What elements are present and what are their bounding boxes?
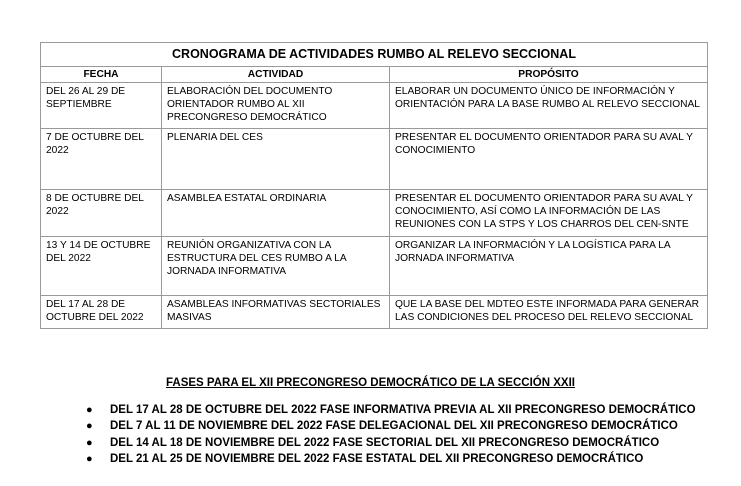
phase-text: DEL 7 AL 11 DE NOVIEMBRE DEL 2022 FASE DELEGACIONAL DEL XII PRECONGRESO DEMOCRÁTICO bbox=[110, 420, 678, 433]
list-item bbox=[86, 402, 696, 418]
table-row bbox=[41, 83, 708, 129]
cell-proposito: QUE LA BASE DEL MDTEO ESTE INFORMADA PARA GENERAR LAS CONDICIONES DEL PROCESO DEL RELEVO SECCIONAL bbox=[390, 296, 708, 329]
table-row bbox=[41, 237, 708, 296]
list-item bbox=[86, 435, 696, 451]
cell-fecha: DEL 26 AL 29 DE SEPTIEMBRE bbox=[41, 83, 162, 129]
cell-actividad: PLENARIA DEL CES bbox=[162, 129, 390, 190]
bullet-icon: ● bbox=[86, 453, 93, 466]
header-actividad: ACTIVIDAD bbox=[162, 67, 390, 83]
phases-title: FASES PARA EL XII PRECONGRESO DEMOCRÁTICO DE LA SECCIÓN XXII bbox=[166, 377, 575, 389]
table-title-row bbox=[41, 43, 708, 67]
schedule-table bbox=[40, 42, 708, 329]
phase-text: DEL 14 AL 18 DE NOVIEMBRE DEL 2022 FASE SECTORIAL DEL XII PRECONGRESO DEMOCRÁTICO bbox=[110, 436, 660, 449]
phase-text: DEL 17 AL 28 DE OCTUBRE DEL 2022 FASE INFORMATIVA PREVIA AL XII PRECONGRESO DEMOCRÁTICO bbox=[110, 404, 696, 416]
table-row bbox=[41, 129, 708, 190]
cell-proposito: PRESENTAR EL DOCUMENTO ORIENTADOR PARA SU AVAL Y CONOCIMIENTO bbox=[390, 129, 708, 190]
header-proposito: PROPÓSITO bbox=[390, 67, 708, 83]
cell-actividad: ASAMBLEAS INFORMATIVAS SECTORIALES MASIVAS bbox=[162, 296, 390, 329]
list-item bbox=[86, 418, 696, 434]
schedule-table-container bbox=[40, 42, 707, 329]
cell-actividad: ASAMBLEA ESTATAL ORDINARIA bbox=[162, 190, 390, 237]
phase-text: DEL 21 AL 25 DE NOVIEMBRE DEL 2022 FASE ESTATAL DEL XII PRECONGRESO DEMOCRÁTICO bbox=[110, 453, 644, 466]
table-row bbox=[41, 296, 708, 329]
cell-fecha: 13 Y 14 DE OCTUBRE DEL 2022 bbox=[41, 237, 162, 296]
bullet-icon: ● bbox=[86, 404, 93, 416]
cell-proposito: ELABORAR UN DOCUMENTO ÚNICO DE INFORMACIÓN Y ORIENTACIÓN PARA LA BASE RUMBO AL RELEVO SECCIONAL bbox=[390, 83, 708, 129]
list-item bbox=[86, 451, 696, 467]
cell-fecha: DEL 17 AL 28 DE OCTUBRE DEL 2022 bbox=[41, 296, 162, 329]
cell-fecha: 8 DE OCTUBRE DEL 2022 bbox=[41, 190, 162, 237]
cell-proposito: ORGANIZAR LA INFORMACIÓN Y LA LOGÍSTICA PARA LA JORNADA INFORMATIVA bbox=[390, 237, 708, 296]
cell-actividad: REUNIÓN ORGANIZATIVA CON LA ESTRUCTURA DEL CES RUMBO A LA JORNADA INFORMATIVA bbox=[162, 237, 390, 296]
bullet-icon: ● bbox=[86, 420, 93, 433]
table-title: CRONOGRAMA DE ACTIVIDADES RUMBO AL RELEVO SECCIONAL bbox=[41, 43, 708, 67]
phases-list bbox=[86, 402, 696, 468]
bullet-icon: ● bbox=[86, 436, 93, 449]
header-fecha: FECHA bbox=[41, 67, 162, 83]
table-header-row bbox=[41, 67, 708, 83]
table-row bbox=[41, 190, 708, 237]
cell-actividad: ELABORACIÓN DEL DOCUMENTO ORIENTADOR RUMBO AL XII PRECONGRESO DEMOCRÁTICO bbox=[162, 83, 390, 129]
cell-fecha: 7 DE OCTUBRE DEL 2022 bbox=[41, 129, 162, 190]
cell-proposito: PRESENTAR EL DOCUMENTO ORIENTADOR PARA SU AVAL Y CONOCIMIENTO, ASÍ COMO LA INFORMACIÓN DE LAS REUNIONES CON LA STPS Y LOS CHARROS DEL CEN-SNTE bbox=[390, 190, 708, 237]
